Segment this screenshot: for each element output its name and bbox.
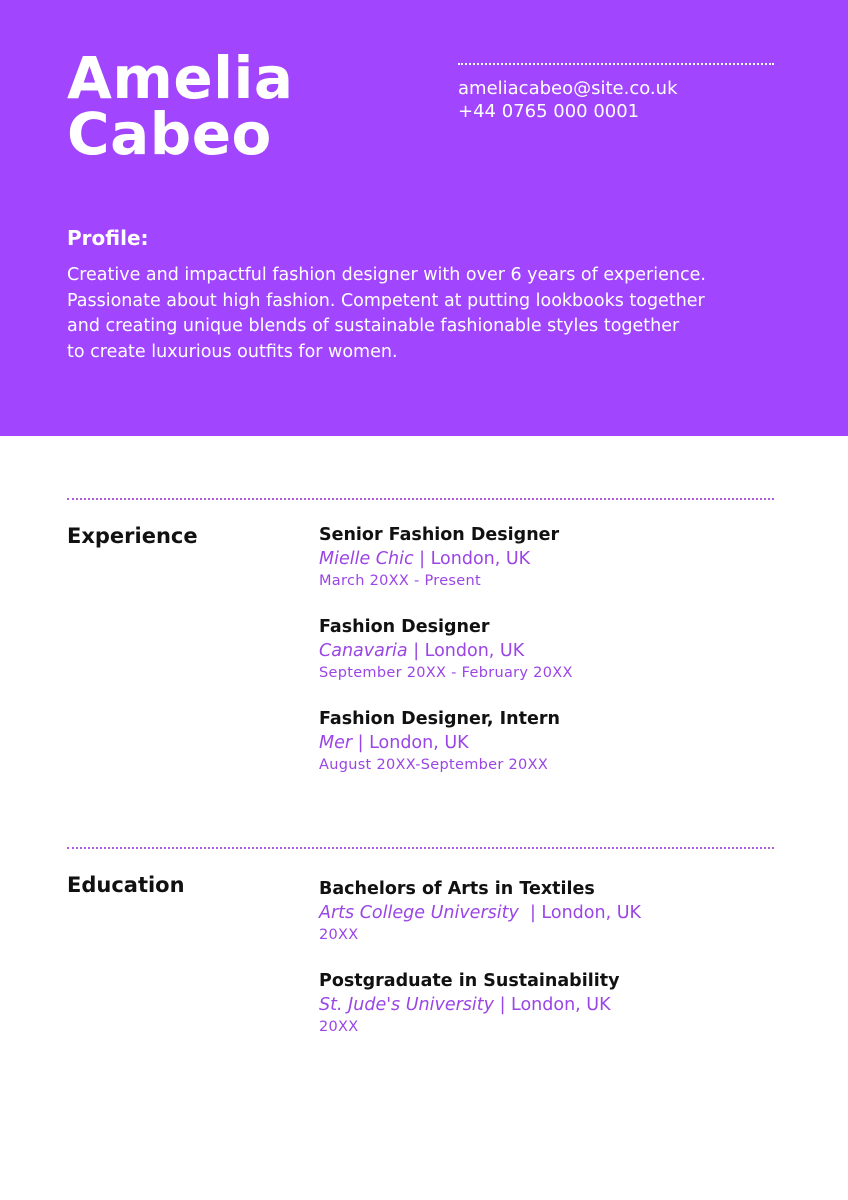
employer-location: | London, UK xyxy=(407,641,525,661)
institution xyxy=(319,993,789,1017)
degree-dates: 20XX xyxy=(319,927,359,943)
degree-title: Postgraduate in Sustainability xyxy=(319,971,620,991)
institution-name: St. Jude's University xyxy=(319,995,494,1015)
profile-heading: Profile: xyxy=(67,226,149,250)
education-heading: Education xyxy=(67,873,185,897)
education-divider xyxy=(67,847,774,849)
institution-location: | London, UK xyxy=(518,903,641,923)
profile-line: Passionate about high fashion. Competent at putting lookbooks together xyxy=(67,290,705,311)
employer-location: | London, UK xyxy=(352,733,469,753)
job-dates: August 20XX-September 20XX xyxy=(319,757,549,773)
job-title: Senior Fashion Designer xyxy=(319,525,560,545)
institution xyxy=(319,901,789,925)
employer-name: Canavaria xyxy=(319,641,408,661)
phone[interactable]: +44 0765 000 0001 xyxy=(458,101,640,122)
employer-name: Mielle Chic xyxy=(319,549,414,569)
profile-summary xyxy=(67,263,787,365)
job-employer xyxy=(319,731,789,755)
institution-location: | London, UK xyxy=(494,995,611,1015)
first-name: Amelia xyxy=(67,44,294,112)
job-dates: September 20XX - February 20XX xyxy=(319,665,573,681)
experience-entry xyxy=(319,707,789,775)
experience-entry xyxy=(319,523,789,591)
full-name xyxy=(67,44,294,168)
experience-heading: Experience xyxy=(67,524,198,548)
profile-line: and creating unique blends of sustainable fashionable styles together xyxy=(67,316,680,336)
education-entry xyxy=(319,969,789,1037)
header-banner xyxy=(0,0,848,436)
contact-block xyxy=(458,63,774,123)
experience-list xyxy=(319,523,789,775)
degree-dates: 20XX xyxy=(319,1019,359,1035)
job-dates: March 20XX - Present xyxy=(319,573,481,589)
job-employer xyxy=(319,547,789,571)
email[interactable]: ameliacabeo@site.co.uk xyxy=(458,78,678,99)
experience-divider xyxy=(67,498,774,500)
job-employer xyxy=(319,639,789,663)
last-name: Cabeo xyxy=(67,100,272,168)
profile-line: Creative and impactful fashion designer with over 6 years of experience. xyxy=(67,265,706,285)
degree-title: Bachelors of Arts in Textiles xyxy=(319,879,595,899)
institution-name: Arts College University xyxy=(319,903,519,923)
employer-location: | London, UK xyxy=(413,549,531,569)
employer-name: Mer xyxy=(319,733,353,753)
experience-entry xyxy=(319,615,789,683)
education-entry xyxy=(319,877,789,945)
education-list xyxy=(319,877,789,1037)
profile-line: to create luxurious outfits for women. xyxy=(67,341,398,362)
job-title: Fashion Designer, Intern xyxy=(319,709,560,729)
job-title: Fashion Designer xyxy=(319,617,490,637)
